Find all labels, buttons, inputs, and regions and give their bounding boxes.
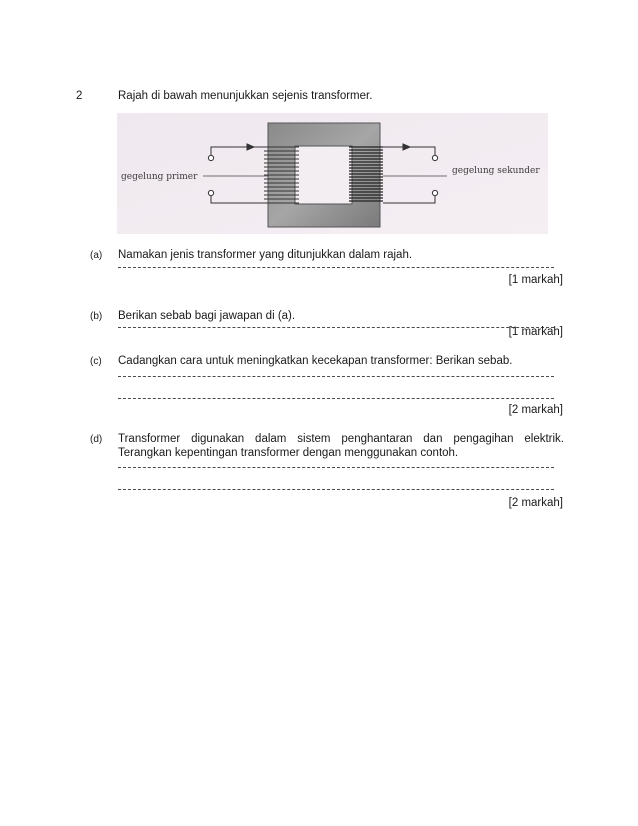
answer-line	[118, 398, 554, 399]
answer-line	[118, 467, 554, 468]
transformer-diagram	[117, 113, 548, 234]
part-b-text: Berikan sebab bagi jawapan di (a).	[118, 310, 296, 322]
part-d-marks: [2 markah]	[508, 497, 563, 509]
part-d-label: (d)	[90, 434, 103, 445]
transformer-figure	[117, 113, 548, 234]
part-d-text-line2: Terangkan kepentingan transformer dengan menggunakan contoh.	[118, 447, 459, 459]
answer-line	[118, 489, 554, 490]
part-b-marks: [1 markah]	[508, 326, 563, 338]
part-b-label: (b)	[90, 311, 103, 322]
part-a-text: Namakan jenis transformer yang ditunjukkan dalam rajah.	[118, 249, 413, 261]
question-intro: Rajah di bawah menunjukkan sejenis transformer.	[118, 90, 373, 102]
core-window	[295, 146, 352, 204]
part-a-label: (a)	[90, 250, 103, 261]
part-c-text: Cadangkan cara untuk meningkatkan kecekapan transformer: Berikan sebab.	[118, 355, 513, 367]
primary-coil-label: gegelung primer	[121, 172, 198, 182]
answer-line	[118, 376, 554, 377]
part-a-marks: [1 markah]	[508, 274, 563, 286]
primary-coil	[264, 147, 299, 203]
secondary-coil-label: gegelung sekunder	[452, 166, 540, 176]
part-c-marks: [2 markah]	[508, 404, 563, 416]
answer-line	[118, 327, 554, 328]
question-number: 2	[76, 90, 83, 102]
part-d-text-line1: Transformer digunakan dalam sistem penghantaran dan pengagihan elektrik.	[118, 433, 564, 445]
answer-line	[118, 267, 554, 268]
part-c-label: (c)	[90, 356, 102, 367]
